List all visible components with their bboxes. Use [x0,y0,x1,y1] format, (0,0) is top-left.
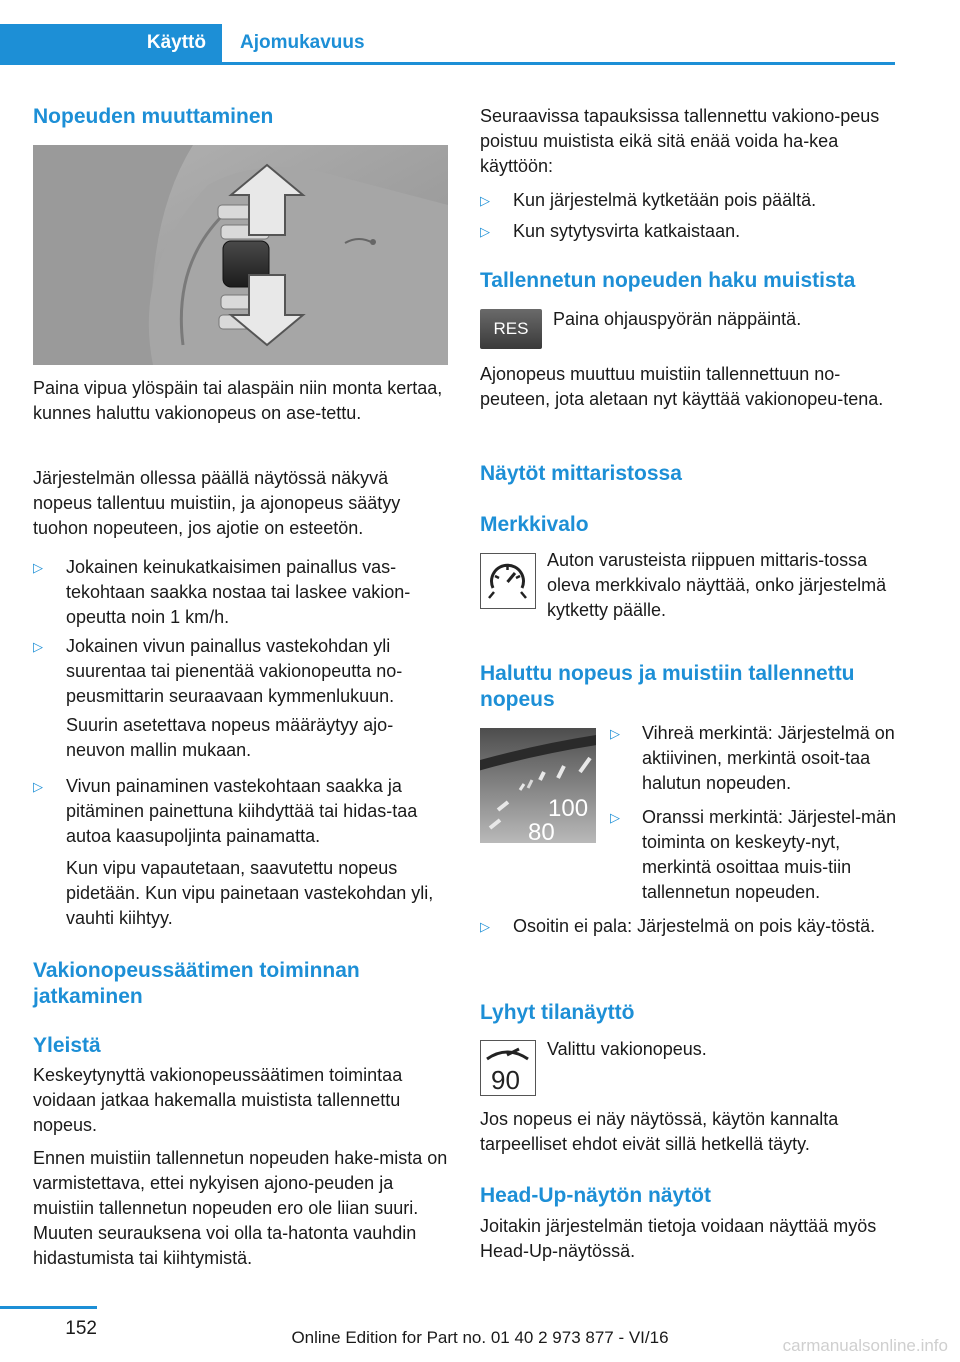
bullet-subtext: Kun vipu vapautetaan, saavutettu nopeus pidetään. Kun vipu painetaan vastekohdan yli, vauhti kiihtyy. [66,858,434,928]
speed-status-value: 90 [491,1065,520,1094]
bullet-item: Kun sytytysvirta katkaistaan. [513,221,741,241]
paragraph-head-up: Joitakin järjestelmän tietoja voidaan näyttää myös Head-Up-näytössä. [480,1216,877,1261]
footer-rule [0,1306,97,1309]
paragraph-speed-memory: Järjestelmän ollessa päällä näytössä näkyvä nopeus tallentuu muistiin, ja ajonopeus säätyy tuohon nopeuteen, jos ajotie on esteetön. [33,468,401,538]
bullet-triangle-icon: ▷ [610,726,620,741]
speed-status-icon [480,1040,536,1096]
paragraph-lever-instruction: Paina vipua ylöspäin tai alaspäin niin monta kertaa, kunnes haluttu vakionopeus on ase-tettu. [33,378,443,423]
bullet-triangle-icon: ▷ [33,560,43,575]
lyhyt-description: Valittu vakionopeus. [547,1039,707,1059]
steering-wheel-photo [33,145,448,365]
bullet-triangle-icon: ▷ [480,193,490,208]
watermark: carmanualsonline.info [782,1336,948,1355]
bullet-item: Vihreä merkintä: Järjestelmä on aktiivinen, merkintä osoit-taa halutun nopeuden. [642,723,895,793]
bullet-triangle-icon: ▷ [480,919,490,934]
bullet-triangle-icon: ▷ [480,224,490,239]
bullet-triangle-icon: ▷ [33,779,43,794]
bullet-item: Kun järjestelmä kytketään pois päältä. [513,190,817,210]
heading-head-up: Head-Up-näytön näytöt [480,1184,711,1207]
header-tab-bar [0,24,895,65]
heading-haluttu-nopeus: Haluttu nopeus ja muistiin tallennettu nopeus [480,662,855,711]
heading-nopeuden-muuttaminen: Nopeuden muuttaminen [33,105,274,128]
speedo-label-80: 80 [528,819,555,843]
heading-jatkaminen: Vakionopeussäätimen toiminnan jatkaminen [33,959,360,1008]
bullet-triangle-icon: ▷ [33,639,43,654]
bullet-item: Jokainen keinukatkaisimen painallus vas-tekohtaan saakka nostaa tai laskee vakion-opeutta noin 1 km/h. [66,557,411,627]
res-button-icon: RES [480,309,542,349]
heading-naytot-mittaristossa: Näytöt mittaristossa [480,462,682,485]
paragraph-resume-general: Keskeytynyttä vakionopeussäätimen toimintaa voidaan jatkaa hakemalla muistista tallennettu nopeus. [33,1065,403,1135]
edition-footer: Online Edition for Part no. 01 40 2 973 877 - VI/16 [291,1328,669,1347]
speedo-label-100: 100 [548,795,589,822]
paragraph-speed-changes: Ajonopeus muuttuu muistiin tallennettuun no-peuteen, jota aletaan nyt käyttää vakionopeu-tena. [480,364,884,409]
paragraph-before-resume: Ennen muistiin tallennetun nopeuden hake-mista on varmistettava, ettei nykyisen ajono-peuden ja muistiin tallennetun nopeuden ero ole liian suuri. Muuten seurauksena voi olla ta-hatonta vauhdin hidastumista tai kiihtymistä. [33,1148,448,1268]
tab-kaytto[interactable]: Käyttö [0,24,222,62]
heading-tallennetun-haku: Tallennetun nopeuden haku muistista [480,269,856,292]
paragraph-speed-not-shown: Jos nopeus ei näy näytössä, käytön kannalta tarpeelliset ehdot eivät sillä hetkellä täyty. [480,1109,839,1154]
paragraph-memory-cleared: Seuraavissa tapauksissa tallennettu vakiono-peus poistuu muistista eikä sitä enää voida ha-kea käyttöön: [480,106,880,176]
bullet-item: Jokainen vivun painallus vastekohdan yli suurentaa tai pienentää vakionopeutta no-peusmittarin seuraavaan kymmenlukuun. [66,636,403,706]
bullet-item: Vivun painaminen vastekohtaan saakka ja pitäminen painettuna kiihdyttää tai hidas-taa autoa kaasupoljinta painamatta. [66,776,418,846]
tab-ajomukavuus[interactable]: Ajomukavuus [240,32,365,53]
heading-merkkivalo: Merkkivalo [480,513,589,536]
cruise-control-indicator-icon [480,553,536,609]
speedometer-photo [480,728,596,843]
bullet-item: Osoitin ei pala: Järjestelmä on pois käy-töstä. [513,916,876,936]
bullet-triangle-icon: ▷ [610,810,620,825]
bullet-item: Oranssi merkintä: Järjestel-män toiminta on keskeyty-nyt, merkintä osoittaa muis-tiin tallennetun nopeuden. [642,807,897,902]
heading-lyhyt-tilanaytto: Lyhyt tilanäyttö [480,1001,635,1024]
page-number: 152 [65,1318,97,1339]
merkkivalo-description: Auton varusteista riippuen mittaris-tossa oleva merkkivalo näyttää, onko järjestelmä kytketty päälle. [547,550,887,620]
bullet-subtext: Suurin asetettava nopeus määräytyy ajo-neuvon mallin mukaan. [66,715,394,760]
heading-yleista: Yleistä [33,1034,101,1057]
res-instruction: Paina ohjauspyörän näppäintä. [553,309,802,329]
